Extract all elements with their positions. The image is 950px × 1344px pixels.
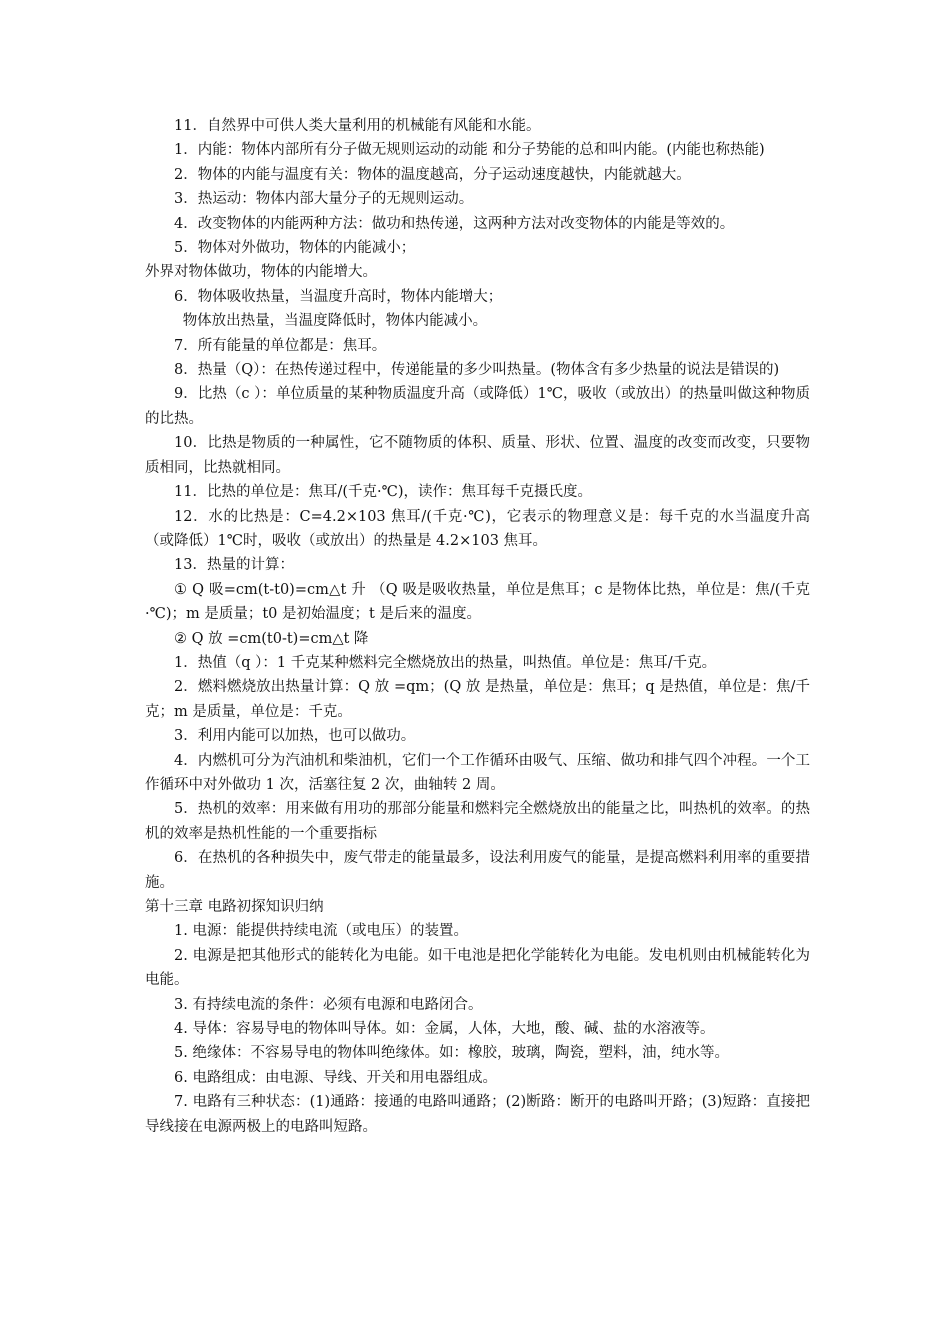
paragraph: 4．改变物体的内能两种方法：做功和热传递，这两种方法对改变物体的内能是等效的。 bbox=[174, 215, 735, 232]
paragraph: 3．利用内能可以加热，也可以做功。 bbox=[174, 728, 416, 745]
paragraph: 6．物体吸收热量，当温度升高时，物体内能增大； bbox=[174, 288, 503, 305]
paragraph: ① Q 吸=cm(t-t0)=cm△t 升 （Q 吸是吸收热量，单位是焦耳；c 是物体比热，单位是：焦/(千克·℃)；m 是质量；t0 是初始温度；t 是后来的温度。 bbox=[145, 581, 810, 623]
paragraph: 4．内燃机可分为汽油机和柴油机，它们一个工作循环由吸气、压缩、做功和排气四个冲程。一个工作循环中对外做功 1 次，活塞往复 2 次，曲轴转 2 周。 bbox=[145, 752, 810, 793]
paragraph: 3．热运动：物体内部大量分子的无规则运动。 bbox=[174, 191, 474, 208]
paragraph: 6. 电路组成：由电源、导线、开关和用电器组成。 bbox=[174, 1069, 497, 1086]
paragraph: 5．物体对外做功，物体的内能减小； bbox=[174, 240, 416, 257]
paragraph: ② Q 放 =cm(t0-t)=cm△t 降 bbox=[174, 630, 369, 647]
paragraph: 1. 电源：能提供持续电流（或电压）的装置。 bbox=[174, 923, 468, 940]
section-heading: 第十三章 电路初探知识归纳 bbox=[145, 899, 324, 915]
paragraph: 9．比热（c ）：单位质量的某种物质温度升高（或降低）1℃，吸收（或放出）的热量叫做这种物质的比热。 bbox=[145, 386, 810, 427]
paragraph: 13．热量的计算： bbox=[174, 557, 294, 574]
paragraph: 4. 导体：容易导电的物体叫导体。如：金属，人体，大地，酸、碱、盐的水溶液等。 bbox=[174, 1021, 715, 1038]
paragraph: 外界对物体做功，物体的内能增大。 bbox=[145, 264, 377, 281]
paragraph: 5. 绝缘体：不容易导电的物体叫绝缘体。如：橡胶，玻璃，陶瓷，塑料，油，纯水等。 bbox=[174, 1045, 729, 1062]
paragraph: 6．在热机的各种损失中，废气带走的能量最多，设法利用废气的能量，是提高燃料利用率的重要措施。 bbox=[145, 850, 810, 891]
paragraph: 1．热值（q ）：1 千克某种燃料完全燃烧放出的热量，叫热值。单位是：焦耳/千克。 bbox=[174, 654, 717, 671]
paragraph: 12．水的比热是：C=4.2×103 焦耳/(千克·℃)，它表示的物理意义是：每千克的水当温度升高（或降低）1℃时，吸收（或放出）的热量是 4.2×103 焦耳。 bbox=[145, 508, 810, 549]
paragraph: 2．燃料燃烧放出热量计算：Q 放 =qm；(Q 放 是热量，单位是：焦耳；q 是热值，单位是：焦/千克；m 是质量，单位是：千克。 bbox=[145, 679, 810, 720]
paragraph: 3. 有持续电流的条件：必须有电源和电路闭合。 bbox=[174, 996, 483, 1013]
paragraph: 7. 电路有三种状态：(1)通路：接通的电路叫通路；(2)断路：断开的电路叫开路；(3)短路：直接把导线接在电源两极上的电路叫短路。 bbox=[145, 1094, 810, 1135]
paragraph: 10．比热是物质的一种属性，它不随物质的体积、质量、形状、位置、温度的改变而改变，只要物质相同，比热就相同。 bbox=[145, 435, 810, 476]
paragraph: 1．内能：物体内部所有分子做无规则运动的动能 和分子势能的总和叫内能。(内能也称热能) bbox=[174, 142, 765, 159]
paragraph: 11．自然界中可供人类大量利用的机械能有风能和水能。 bbox=[174, 118, 541, 134]
paragraph: 2. 电源是把其他形式的能转化为电能。如干电池是把化学能转化为电能。发电机则由机械能转化为电能。 bbox=[145, 947, 810, 989]
paragraph: 11．比热的单位是：焦耳/(千克·℃)，读作：焦耳每千克摄氏度。 bbox=[174, 484, 592, 501]
paragraph: 7．所有能量的单位都是：焦耳。 bbox=[174, 337, 387, 354]
paragraph: 8．热量（Q）：在热传递过程中，传递能量的多少叫热量。(物体含有多少热量的说法是错误的) bbox=[174, 362, 780, 379]
paragraph: 物体放出热量，当温度降低时，物体内能减小。 bbox=[182, 313, 488, 330]
paragraph: 5．热机的效率：用来做有用功的那部分能量和燃料完全燃烧放出的能量之比，叫热机的效率。的热机的效率是热机性能的一个重要指标 bbox=[145, 801, 810, 842]
paragraph: 2．物体的内能与温度有关：物体的温度越高，分子运动速度越快，内能就越大。 bbox=[174, 166, 691, 183]
document-page bbox=[145, 114, 810, 1139]
